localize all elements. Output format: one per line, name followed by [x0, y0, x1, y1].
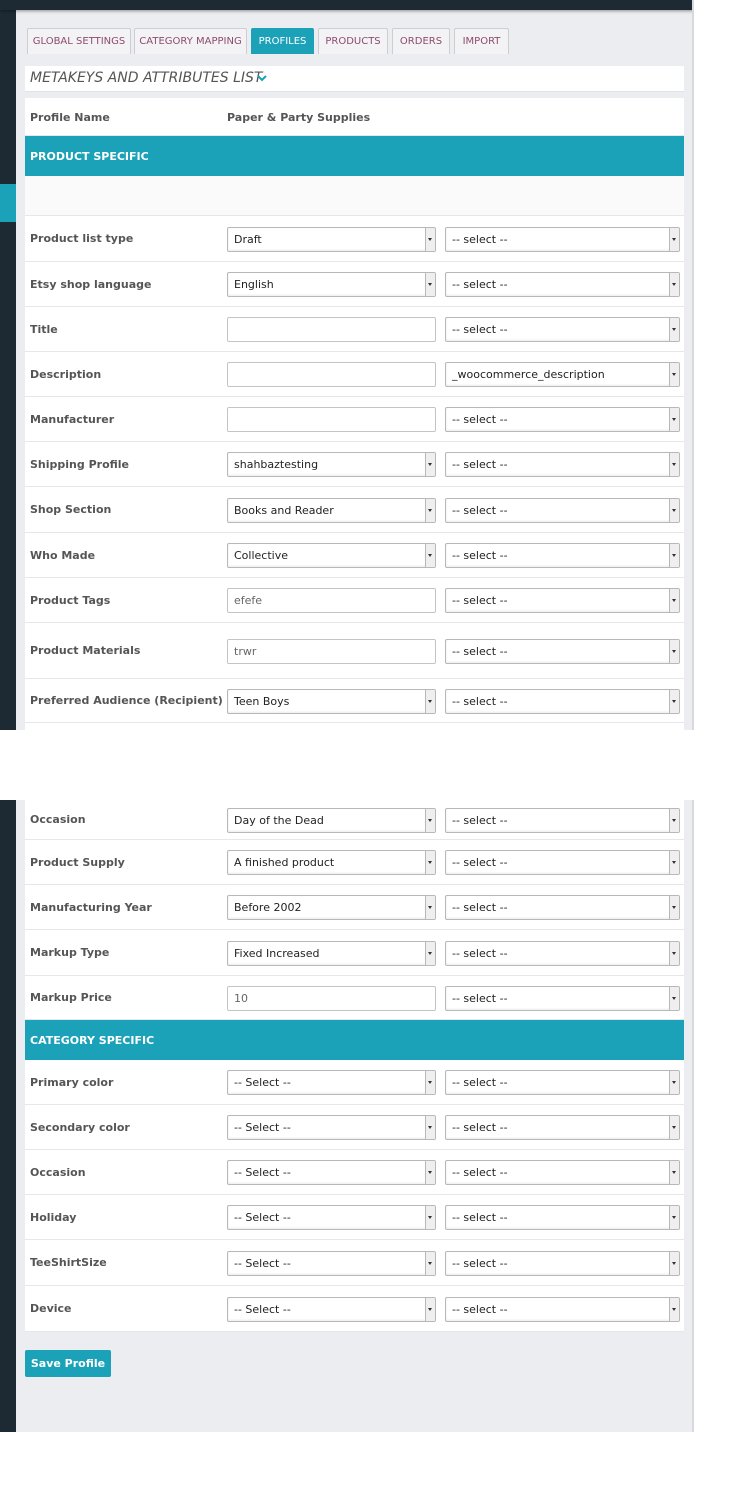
field-value: shahbaztesting: [234, 458, 319, 471]
field-label: Product Tags: [30, 594, 111, 607]
dropdown-arrow-icon: [669, 1116, 679, 1139]
dropdown-arrow-icon: [669, 1161, 679, 1184]
dropdown-arrow-icon: [425, 544, 435, 567]
shop-section-metakey-select[interactable]: [445, 498, 680, 523]
dropdown-arrow-icon: [669, 544, 679, 567]
field-value: Day of the Dead: [234, 814, 324, 827]
admin-sidebar: [0, 800, 16, 1432]
field-label: Shop Section: [30, 503, 112, 516]
admin-topbar: [0, 0, 694, 10]
field-row-manufacturer: [25, 397, 684, 442]
field-row-primary-color: [25, 1060, 684, 1105]
tab-import[interactable]: IMPORT: [454, 28, 509, 54]
dropdown-arrow-icon: [669, 363, 679, 386]
tab-global-settings[interactable]: GLOBAL SETTINGS: [27, 28, 131, 54]
metakey-value: -- select --: [452, 695, 508, 708]
manufacturer-input[interactable]: [227, 407, 436, 432]
field-value: Teen Boys: [234, 695, 290, 708]
field-row-title: [25, 307, 684, 352]
product-list-type-metakey-select[interactable]: [445, 227, 680, 252]
dropdown-arrow-icon: [425, 896, 435, 919]
dropdown-arrow-icon: [669, 809, 679, 832]
metakey-value: -- select --: [452, 1121, 508, 1134]
occasion-select[interactable]: [227, 808, 436, 833]
dropdown-arrow-icon: [669, 942, 679, 965]
title-input[interactable]: [227, 317, 436, 342]
field-label: Occasion: [30, 813, 86, 826]
dropdown-arrow-icon: [669, 273, 679, 296]
field-row-product-materials: [25, 623, 684, 679]
teeshirtsize-select[interactable]: [227, 1251, 436, 1276]
field-row-description: [25, 352, 684, 397]
markup-price-input[interactable]: [227, 986, 436, 1011]
dropdown-arrow-icon: [669, 1298, 679, 1321]
dropdown-arrow-icon: [425, 499, 435, 522]
dropdown-arrow-icon: [425, 1252, 435, 1275]
metakey-value: -- select --: [452, 233, 508, 246]
field-label: Primary color: [30, 1076, 114, 1089]
field-row-device: [25, 1286, 684, 1332]
profile-table-continued: [25, 800, 684, 1332]
product-specific-header: PRODUCT SPECIFIC: [25, 136, 684, 176]
shop-section-select[interactable]: [227, 498, 436, 523]
profile-name-label: Profile Name: [30, 111, 110, 124]
metakey-value: -- select --: [452, 1303, 508, 1316]
metakey-value: -- select --: [452, 504, 508, 517]
metakey-value: -- select --: [452, 413, 508, 426]
secondary-color-select[interactable]: [227, 1115, 436, 1140]
manufacturer-metakey-select[interactable]: [445, 407, 680, 432]
occasion-metakey-select[interactable]: [445, 808, 680, 833]
field-value: -- Select --: [234, 1257, 291, 1270]
dropdown-arrow-icon: [425, 1071, 435, 1094]
teeshirtsize-metakey-select[interactable]: [445, 1251, 680, 1276]
field-value: Before 2002: [234, 901, 302, 914]
panel-border: [692, 800, 694, 1432]
field-value: Books and Reader: [234, 504, 334, 517]
field-value: Collective: [234, 549, 288, 562]
field-row-manufacturing-year: [25, 885, 684, 930]
dropdown-arrow-icon: [425, 1206, 435, 1229]
field-value: English: [234, 278, 274, 291]
field-label: TeeShirtSize: [30, 1256, 107, 1269]
metakey-value: -- select --: [452, 947, 508, 960]
tab-orders[interactable]: ORDERS: [392, 28, 450, 54]
markup-type-select[interactable]: [227, 941, 436, 966]
field-row-shop-section: [25, 487, 684, 533]
admin-sidebar: [0, 0, 16, 730]
field-label: Etsy shop language: [30, 278, 152, 291]
shipping-profile-metakey-select[interactable]: [445, 452, 680, 477]
product-tags-metakey-select[interactable]: [445, 588, 680, 613]
dropdown-arrow-icon: [425, 228, 435, 251]
metakey-value: -- select --: [452, 1257, 508, 1270]
panel-border: [692, 0, 694, 730]
primary-color-select[interactable]: [227, 1070, 436, 1095]
field-row-product-supply: [25, 840, 684, 885]
sidebar-active-item[interactable]: [0, 184, 16, 222]
metakey-value: -- select --: [452, 992, 508, 1005]
field-row-shipping-profile: [25, 442, 684, 487]
who-made-select[interactable]: [227, 543, 436, 568]
field-row-who-made: [25, 533, 684, 578]
metakey-value: -- select --: [452, 645, 508, 658]
field-label: Holiday: [30, 1211, 77, 1224]
field-value: -- Select --: [234, 1166, 291, 1179]
secondary-color-metakey-select[interactable]: [445, 1115, 680, 1140]
metakey-value: -- select --: [452, 323, 508, 336]
product-materials-metakey-select[interactable]: [445, 639, 680, 664]
metakeys-toggle[interactable]: [25, 66, 684, 92]
description-input[interactable]: [227, 362, 436, 387]
dropdown-arrow-icon: [669, 1252, 679, 1275]
dropdown-arrow-icon: [669, 589, 679, 612]
markup-type-metakey-select[interactable]: [445, 941, 680, 966]
title-metakey-select[interactable]: [445, 317, 680, 342]
field-label: Secondary color: [30, 1121, 130, 1134]
field-value: Fixed Increased: [234, 947, 320, 960]
settings-panel-top: [0, 0, 694, 730]
dropdown-arrow-icon: [669, 499, 679, 522]
metakey-value: -- select --: [452, 594, 508, 607]
dropdown-arrow-icon: [669, 640, 679, 663]
holiday-metakey-select[interactable]: [445, 1205, 680, 1230]
field-label: Product Materials: [30, 644, 141, 657]
field-value: 10: [234, 992, 248, 1005]
field-label: Product list type: [30, 232, 134, 245]
field-label: Manufacturing Year: [30, 901, 152, 914]
occasion-metakey-select[interactable]: [445, 1160, 680, 1185]
holiday-select[interactable]: [227, 1205, 436, 1230]
dropdown-arrow-icon: [425, 942, 435, 965]
field-value: -- Select --: [234, 1303, 291, 1316]
field-label: Product Supply: [30, 856, 125, 869]
field-label: Occasion: [30, 1166, 86, 1179]
dropdown-arrow-icon: [669, 987, 679, 1010]
dropdown-arrow-icon: [425, 1298, 435, 1321]
metakey-value: -- select --: [452, 1211, 508, 1224]
field-label: Preferred Audience (Recipient): [30, 694, 223, 707]
dropdown-arrow-icon: [669, 690, 679, 713]
profile-name-value: Paper & Party Supplies: [227, 111, 371, 124]
tab-category-mapping[interactable]: CATEGORY MAPPING: [134, 28, 247, 54]
metakey-value: -- select --: [452, 458, 508, 471]
metakeys-title: METAKEYS AND ATTRIBUTES LIST: [30, 70, 263, 86]
dropdown-arrow-icon: [425, 1116, 435, 1139]
save-profile-button[interactable]: Save Profile: [25, 1350, 111, 1377]
product-supply-metakey-select[interactable]: [445, 850, 680, 875]
profile-table: [25, 98, 684, 730]
who-made-metakey-select[interactable]: [445, 543, 680, 568]
tab-products[interactable]: PRODUCTS: [318, 28, 388, 54]
dropdown-arrow-icon: [669, 408, 679, 431]
metakey-value: -- select --: [452, 814, 508, 827]
product-materials-input[interactable]: [227, 639, 436, 664]
field-value: efefe: [234, 594, 263, 607]
manufacturing-year-select[interactable]: [227, 895, 436, 920]
dropdown-arrow-icon: [425, 453, 435, 476]
product-list-type-select[interactable]: [227, 227, 436, 252]
field-row-secondary-color: [25, 1105, 684, 1150]
dropdown-arrow-icon: [669, 228, 679, 251]
preferred-audience-recipient-metakey-select[interactable]: [445, 689, 680, 714]
metakey-value: -- select --: [452, 549, 508, 562]
dropdown-arrow-icon: [669, 453, 679, 476]
field-label: Markup Type: [30, 946, 110, 959]
dropdown-arrow-icon: [669, 318, 679, 341]
metakey-value: -- select --: [452, 901, 508, 914]
dropdown-arrow-icon: [425, 273, 435, 296]
profile-name-row: [25, 98, 684, 136]
metakey-value: -- select --: [452, 856, 508, 869]
dropdown-arrow-icon: [669, 1071, 679, 1094]
field-label: Device: [30, 1302, 72, 1315]
field-value: trwr: [234, 645, 257, 658]
field-row-holiday: [25, 1195, 684, 1240]
metakey-value: -- select --: [452, 1166, 508, 1179]
field-value: -- Select --: [234, 1076, 291, 1089]
field-label: Manufacturer: [30, 413, 115, 426]
field-row-occasion: [25, 800, 684, 840]
dropdown-arrow-icon: [669, 851, 679, 874]
field-row-markup-price: [25, 976, 684, 1020]
primary-color-metakey-select[interactable]: [445, 1070, 680, 1095]
field-label: Shipping Profile: [30, 458, 130, 471]
spacer-row: [25, 176, 684, 216]
dropdown-arrow-icon: [669, 1206, 679, 1229]
manufacturing-year-metakey-select[interactable]: [445, 895, 680, 920]
product-tags-input[interactable]: [227, 588, 436, 613]
field-row-etsy-shop-language: [25, 262, 684, 307]
product-supply-select[interactable]: [227, 850, 436, 875]
markup-price-metakey-select[interactable]: [445, 986, 680, 1011]
metakey-value: _woocommerce_description: [452, 368, 605, 381]
field-row-occasion: [25, 1150, 684, 1195]
field-value: -- Select --: [234, 1211, 291, 1224]
dropdown-arrow-icon: [425, 1161, 435, 1184]
field-label: Markup Price: [30, 991, 112, 1004]
dropdown-arrow-icon: [425, 851, 435, 874]
category-specific-header: CATEGORY SPECIFIC: [25, 1020, 684, 1060]
metakey-value: -- select --: [452, 278, 508, 291]
chevron-down-icon[interactable]: [257, 73, 267, 83]
field-value: A finished product: [234, 856, 335, 869]
settings-panel-bottom: [0, 800, 694, 1432]
field-row-markup-type: [25, 930, 684, 976]
device-select[interactable]: [227, 1297, 436, 1322]
metakey-value: -- select --: [452, 1076, 508, 1089]
field-row-product-tags: [25, 578, 684, 623]
dropdown-arrow-icon: [669, 896, 679, 919]
dropdown-arrow-icon: [425, 809, 435, 832]
field-label: Title: [30, 323, 58, 336]
field-value: -- Select --: [234, 1121, 291, 1134]
field-row-teeshirtsize: [25, 1240, 684, 1286]
preferred-audience-recipient-select[interactable]: [227, 689, 436, 714]
etsy-shop-language-select[interactable]: [227, 272, 436, 297]
tab-profiles[interactable]: PROFILES: [251, 28, 314, 54]
field-label: Who Made: [30, 549, 96, 562]
etsy-shop-language-metakey-select[interactable]: [445, 272, 680, 297]
dropdown-arrow-icon: [425, 690, 435, 713]
field-row-preferred-audience-recipient: [25, 679, 684, 723]
device-metakey-select[interactable]: [445, 1297, 680, 1322]
occasion-select[interactable]: [227, 1160, 436, 1185]
field-row-product-list-type: [25, 216, 684, 262]
field-value: Draft: [234, 233, 262, 246]
description-metakey-select[interactable]: [445, 362, 680, 387]
shipping-profile-select[interactable]: [227, 452, 436, 477]
field-label: Description: [30, 368, 102, 381]
